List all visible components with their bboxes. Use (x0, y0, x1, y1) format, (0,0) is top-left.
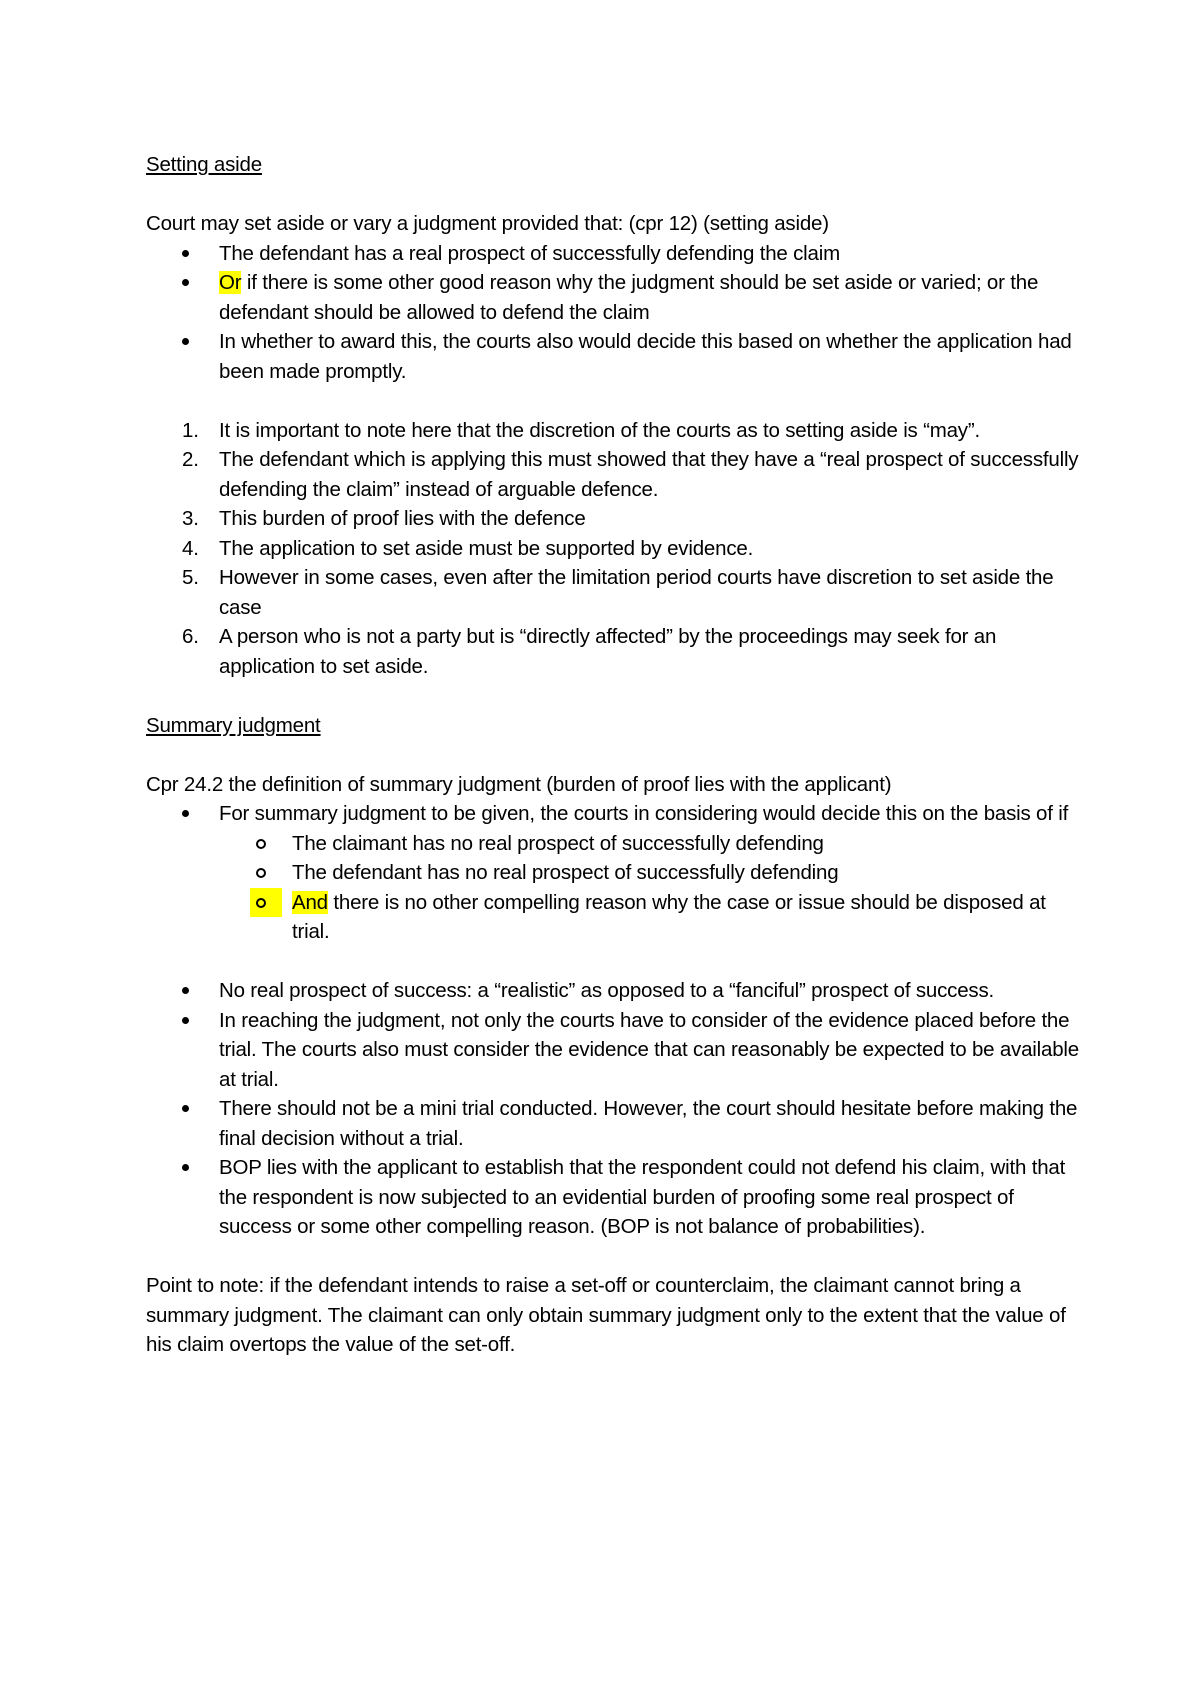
list-item-text: The defendant has a real prospect of successfully defending the claim (219, 241, 840, 265)
summary-judgment-intro: Cpr 24.2 the definition of summary judgment (burden of proof lies with the applicant) (146, 772, 892, 796)
list-item (146, 1006, 1086, 1095)
numbered-item (146, 563, 1086, 622)
item-number: 1. (182, 418, 199, 442)
item-number: 5. (182, 566, 199, 589)
numbered-item-text: It is important to note here that the discretion of the courts as to setting aside is “may”. (219, 418, 980, 442)
list-item (146, 327, 1086, 386)
sub-list-item (146, 829, 1086, 859)
numbered-item-text: This burden of proof lies with the defence (219, 507, 586, 530)
item-number: 3. (182, 507, 199, 530)
list-item-text: BOP lies with the applicant to establish that the respondent could not defend his claim, with that the respondent is now subjected to an evidential burden of proofing some real prospect of success or some other compelling reason. (BOP is not balance of probabilities). (219, 1156, 1066, 1238)
setting-aside-intro: Court may set aside or vary a judgment provided that: (cpr 12) (setting aside) (146, 212, 829, 235)
bullet-highlight (250, 888, 282, 917)
list-item (146, 1153, 1086, 1242)
setting-aside-numbered-list (146, 416, 1086, 682)
list-item (146, 268, 1086, 327)
sub-item-text: The claimant has no real prospect of successfully defending (292, 831, 824, 855)
item-number: 2. (182, 448, 199, 471)
list-item (146, 1094, 1086, 1153)
item-number: 6. (182, 625, 199, 648)
numbered-item-text: However in some cases, even after the limitation period courts have discretion to set aside the case (219, 566, 1054, 619)
section-heading-setting-aside: Setting aside (146, 153, 262, 176)
list-item (146, 239, 1086, 269)
numbered-item (146, 504, 1086, 534)
summary-judgment-more-bullets (146, 976, 1086, 1242)
list-item-text: There should not be a mini trial conducted. However, the court should hesitate before making the final decision without a trial. (219, 1097, 1078, 1150)
list-item-text: if there is some other good reason why the judgment should be set aside or varied; or the defendant should be allowed to defend the claim (219, 271, 1039, 324)
hollow-bullet-icon (256, 868, 266, 878)
numbered-item (146, 445, 1086, 504)
hollow-bullet-icon (256, 839, 266, 849)
list-item (146, 976, 1086, 1006)
summary-judgment-bullets (146, 799, 1086, 829)
list-item-text: For summary judgment to be given, the courts in considering would decide this on the basis of if (219, 802, 1069, 825)
point-to-note: Point to note: if the defendant intends to raise a set-off or counterclaim, the claimant cannot bring a summary judgment. The claimant can only obtain summary judgment only to the extent that the value of his claim overtops the value of the set-off. (146, 1274, 1066, 1356)
numbered-item-text: A person who is not a party but is “directly affected” by the proceedings may seek for an application to set aside. (219, 625, 997, 678)
summary-judgment-sublist (146, 829, 1086, 947)
list-item-text: No real prospect of success: a “realistic” as opposed to a “fanciful” prospect of success. (219, 979, 995, 1002)
sub-item-text: The defendant has no real prospect of successfully defending (292, 861, 839, 884)
highlighted-word: Or (219, 271, 242, 294)
numbered-item (146, 622, 1086, 681)
setting-aside-bullets (146, 239, 1086, 387)
document-page (146, 150, 1086, 1360)
list-item-text: In reaching the judgment, not only the courts have to consider of the evidence placed before the trial. The courts also must consider the evidence that can reasonably be expected to be available at trial. (219, 1008, 1079, 1091)
numbered-item-text: The defendant which is applying this must showed that they have a “real prospect of successfully defending the claim” instead of arguable defence. (219, 448, 1079, 501)
item-number: 4. (182, 536, 199, 560)
section-heading-summary-judgment: Summary judgment (146, 713, 321, 737)
sub-list-item (146, 858, 1086, 888)
numbered-item (146, 534, 1086, 564)
hollow-bullet-icon (256, 898, 266, 908)
numbered-item (146, 416, 1086, 446)
sub-list-item (146, 888, 1086, 947)
sub-item-text: there is no other compelling reason why the case or issue should be disposed at trial. (292, 890, 1046, 943)
numbered-item-text: The application to set aside must be supported by evidence. (219, 536, 754, 560)
list-item (146, 799, 1086, 829)
highlighted-word: And (292, 890, 328, 914)
list-item-text: In whether to award this, the courts also would decide this based on whether the application had been made promptly. (219, 330, 1072, 383)
